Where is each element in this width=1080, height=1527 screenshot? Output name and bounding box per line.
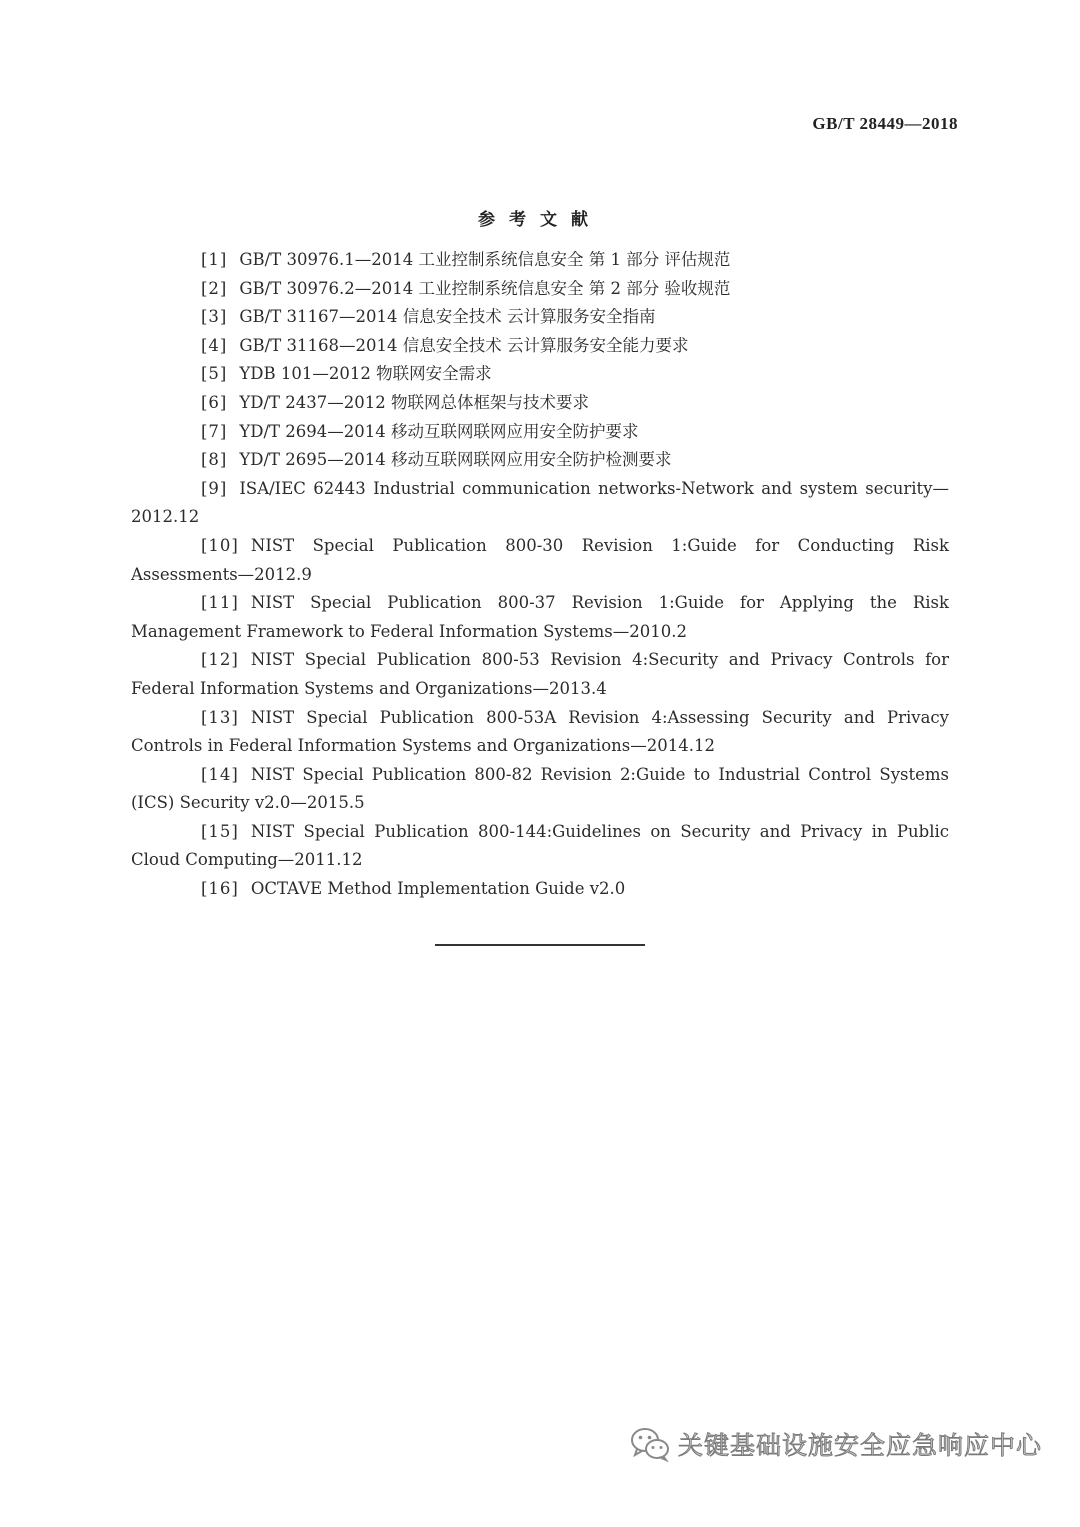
reference-text: YD/T 2695—2014 移动互联网联网应用安全防护检测要求 — [239, 450, 672, 470]
reference-number: [9] — [201, 478, 228, 498]
reference-number: [15] — [201, 821, 239, 841]
reference-text: GB/T 31168—2014 信息安全技术 云计算服务安全能力要求 — [239, 335, 689, 355]
reference-item — [131, 475, 949, 532]
reference-number: [2] — [201, 278, 228, 298]
watermark-text: 关键基础设施安全应急响应中心 — [678, 1431, 1043, 1460]
reference-number: [12] — [201, 650, 239, 670]
reference-number: [8] — [201, 450, 228, 470]
reference-text: OCTAVE Method Implementation Guide v2.0 — [250, 879, 626, 899]
reference-text: NIST Special Publication 800-37 Revision 1:Guide for Applying the Risk Management Framework to Federal Information Systems—2010.2 — [131, 593, 949, 641]
reference-text: ISA/IEC 62443 Industrial communication networks-Network and system security—2012.12 — [131, 478, 949, 527]
reference-number: [7] — [201, 421, 228, 441]
reference-item — [131, 589, 949, 646]
reference-item — [131, 446, 949, 475]
reference-text: NIST Special Publication 800-144:Guidelines on Security and Privacy in Public Cloud Computing—2011.12 — [131, 821, 949, 870]
reference-item — [131, 332, 949, 361]
reference-item — [131, 875, 949, 904]
reference-number: [4] — [201, 335, 228, 355]
reference-item — [131, 275, 949, 304]
document-code: GB/T 28449—2018 — [812, 114, 958, 133]
reference-text: NIST Special Publication 800-82 Revision 2:Guide to Industrial Control Systems (ICS) Security v2.0—2015.5 — [131, 764, 949, 813]
reference-item — [131, 360, 949, 389]
reference-number: [3] — [201, 307, 228, 327]
reference-text: GB/T 30976.2—2014 工业控制系统信息安全 第 2 部分 验收规范 — [239, 278, 731, 298]
wechat-icon — [630, 1426, 670, 1462]
watermark — [630, 1426, 1042, 1462]
reference-number: [6] — [201, 392, 228, 412]
reference-item — [131, 818, 949, 875]
reference-list — [131, 246, 949, 904]
reference-item — [131, 418, 949, 447]
reference-item — [131, 761, 949, 818]
reference-text: YD/T 2437—2012 物联网总体框架与技术要求 — [239, 392, 590, 412]
reference-item — [131, 246, 949, 275]
reference-number: [10] — [201, 535, 239, 555]
reference-text: NIST Special Publication 800-53 Revision 4:Security and Privacy Controls for Federal Information Systems and Organizations—2013.4 — [131, 650, 949, 698]
reference-item — [131, 389, 949, 418]
reference-item — [131, 646, 949, 703]
reference-number: [1] — [201, 250, 228, 269]
reference-number: [5] — [201, 364, 228, 384]
reference-text: GB/T 30976.1—2014 工业控制系统信息安全 第 1 部分 评估规范 — [239, 250, 731, 269]
reference-number: [16] — [201, 879, 239, 899]
reference-item — [131, 704, 949, 761]
section-title: 参考文献 — [478, 210, 602, 230]
reference-text: GB/T 31167—2014 信息安全技术 云计算服务安全指南 — [239, 307, 656, 327]
end-of-document-rule — [435, 944, 645, 946]
reference-text: NIST Special Publication 800-53A Revision 4:Assessing Security and Privacy Controls in Federal Information Systems and Organizations—2014.12 — [131, 707, 949, 756]
reference-number: [13] — [201, 707, 239, 727]
reference-number: [14] — [201, 764, 239, 784]
reference-item — [131, 303, 949, 332]
reference-text: YDB 101—2012 物联网安全需求 — [239, 364, 492, 384]
reference-text: NIST Special Publication 800-30 Revision 1:Guide for Conducting Risk Assessments—2012.9 — [131, 535, 949, 584]
reference-item — [131, 532, 949, 589]
reference-number: [11] — [201, 593, 239, 613]
reference-text: YD/T 2694—2014 移动互联网联网应用安全防护要求 — [239, 421, 639, 441]
